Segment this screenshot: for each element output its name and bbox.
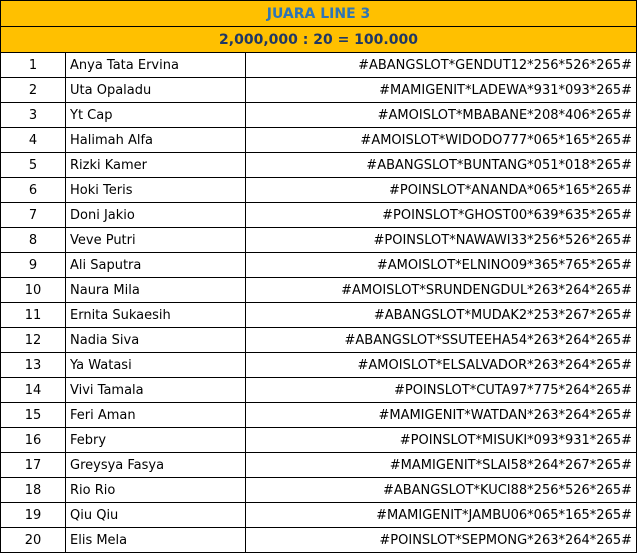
row-number: 6 (1, 178, 66, 203)
row-number: 1 (1, 53, 66, 78)
table-row (1, 78, 637, 103)
winner-code: #MAMIGENIT*JAMBU06*065*165*265# (246, 503, 637, 528)
table-subtitle-row (1, 27, 637, 53)
winner-name: Ya Watasi (66, 353, 246, 378)
table-row (1, 253, 637, 278)
winner-name: Hoki Teris (66, 178, 246, 203)
winner-code: #AMOISLOT*SRUNDENGDUL*263*264*265# (246, 278, 637, 303)
winner-code: #MAMIGENIT*WATDAN*263*264*265# (246, 403, 637, 428)
winner-name: Nadia Siva (66, 328, 246, 353)
table-title: JUARA LINE 3 (1, 1, 637, 27)
winner-name: Greysya Fasya (66, 453, 246, 478)
row-number: 15 (1, 403, 66, 428)
winner-code: #ABANGSLOT*MUDAK2*253*267*265# (246, 303, 637, 328)
table-row (1, 428, 637, 453)
winner-code: #AMOISLOT*ELNINO09*365*765*265# (246, 253, 637, 278)
winner-name: Rio Rio (66, 478, 246, 503)
winner-code: #POINSLOT*ANANDA*065*165*265# (246, 178, 637, 203)
winner-name: Ernita Sukaesih (66, 303, 246, 328)
winner-name: Rizki Kamer (66, 153, 246, 178)
winner-code: #ABANGSLOT*SSUTEEHA54*263*264*265# (246, 328, 637, 353)
winner-name: Qiu Qiu (66, 503, 246, 528)
row-number: 11 (1, 303, 66, 328)
table-row (1, 478, 637, 503)
winner-name: Feri Aman (66, 403, 246, 428)
winner-name: Halimah Alfa (66, 128, 246, 153)
row-number: 16 (1, 428, 66, 453)
table-row (1, 128, 637, 153)
row-number: 19 (1, 503, 66, 528)
winner-name: Yt Cap (66, 103, 246, 128)
row-number: 2 (1, 78, 66, 103)
table-row (1, 278, 637, 303)
winner-code: #AMOISLOT*WIDODO777*065*165*265# (246, 128, 637, 153)
row-number: 7 (1, 203, 66, 228)
winner-code: #ABANGSLOT*BUNTANG*051*018*265# (246, 153, 637, 178)
table-row (1, 53, 637, 78)
row-number: 8 (1, 228, 66, 253)
winner-code: #POINSLOT*NAWAWI33*256*526*265# (246, 228, 637, 253)
row-number: 4 (1, 128, 66, 153)
winner-code: #ABANGSLOT*KUCI88*256*526*265# (246, 478, 637, 503)
table-row (1, 153, 637, 178)
row-number: 14 (1, 378, 66, 403)
winner-name: Vivi Tamala (66, 378, 246, 403)
table-row (1, 378, 637, 403)
row-number: 9 (1, 253, 66, 278)
table-row (1, 453, 637, 478)
winner-code: #POINSLOT*CUTA97*775*264*265# (246, 378, 637, 403)
table-row (1, 503, 637, 528)
winner-code: #ABANGSLOT*GENDUT12*256*526*265# (246, 53, 637, 78)
table-subtitle: 2,000,000 : 20 = 100.000 (1, 27, 637, 53)
table-title-row (1, 1, 637, 27)
winner-name: Veve Putri (66, 228, 246, 253)
winner-name: Febry (66, 428, 246, 453)
winner-name: Ali Saputra (66, 253, 246, 278)
table-row (1, 178, 637, 203)
table-row (1, 403, 637, 428)
winner-code: #AMOISLOT*ELSALVADOR*263*264*265# (246, 353, 637, 378)
winner-name: Uta Opaladu (66, 78, 246, 103)
winner-code: #AMOISLOT*MBABANE*208*406*265# (246, 103, 637, 128)
table-row (1, 303, 637, 328)
winner-code: #POINSLOT*MISUKI*093*931*265# (246, 428, 637, 453)
winner-code: #MAMIGENIT*SLAI58*264*267*265# (246, 453, 637, 478)
table-row (1, 328, 637, 353)
row-number: 13 (1, 353, 66, 378)
row-number: 3 (1, 103, 66, 128)
row-number: 12 (1, 328, 66, 353)
row-number: 20 (1, 528, 66, 553)
table-row (1, 353, 637, 378)
winner-name: Anya Tata Ervina (66, 53, 246, 78)
table-row (1, 103, 637, 128)
row-number: 10 (1, 278, 66, 303)
winner-name: Doni Jakio (66, 203, 246, 228)
table-row (1, 528, 637, 553)
table-row (1, 203, 637, 228)
winner-name: Naura Mila (66, 278, 246, 303)
table-row (1, 228, 637, 253)
row-number: 17 (1, 453, 66, 478)
winner-code: #POINSLOT*SEPMONG*263*264*265# (246, 528, 637, 553)
winner-name: Elis Mela (66, 528, 246, 553)
winner-code: #POINSLOT*GHOST00*639*635*265# (246, 203, 637, 228)
winner-code: #MAMIGENIT*LADEWA*931*093*265# (246, 78, 637, 103)
row-number: 18 (1, 478, 66, 503)
row-number: 5 (1, 153, 66, 178)
